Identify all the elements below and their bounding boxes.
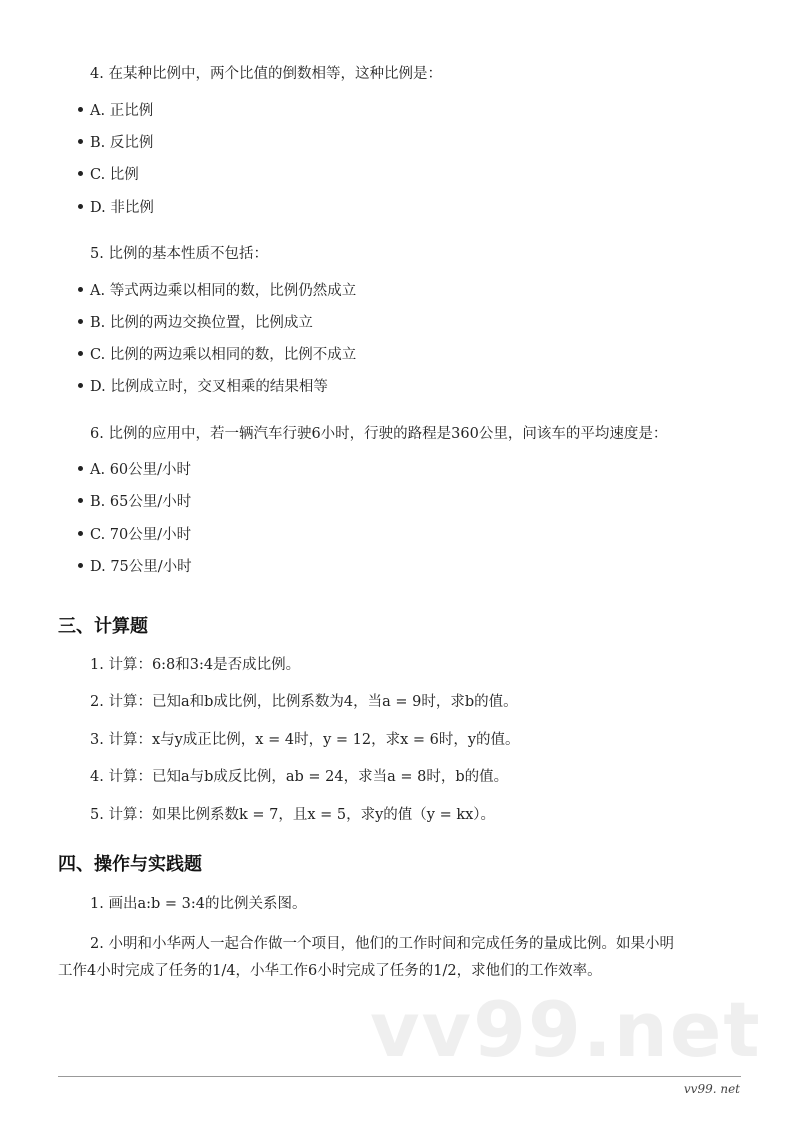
bullet-icon (78, 139, 83, 144)
section-3-heading: 三、计算题 (58, 616, 148, 637)
footer-divider (58, 1076, 741, 1077)
bullet-icon (78, 466, 83, 471)
practice-item-1: 1. 画出a:b = 3:4的比例关系图。 (90, 896, 307, 912)
question-6-option-b: B. 65公里/小时 (78, 492, 191, 512)
watermark: vv99.net (370, 985, 762, 1074)
calc-item-4: 4. 计算：已知a与b成反比例，ab = 24，求当a = 8时，b的值。 (90, 769, 509, 785)
question-6-stem: 6. 比例的应用中，若一辆汽车行驶6小时，行驶的路程是360公里，问该车的平均速度是： (90, 426, 668, 442)
question-5-stem: 5. 比例的基本性质不包括： (90, 246, 268, 262)
question-4-stem: 4. 在某种比例中，两个比值的倒数相等，这种比例是： (90, 66, 442, 82)
question-5-option-b: B. 比例的两边交换位置，比例成立 (78, 313, 313, 333)
bullet-icon (78, 287, 83, 292)
question-6-option-a: A. 60公里/小时 (78, 460, 191, 480)
calc-item-2: 2. 计算：已知a和b成比例，比例系数为4，当a = 9时，求b的值。 (90, 694, 518, 710)
calc-item-1: 1. 计算：6:8和3:4是否成比例。 (90, 657, 301, 673)
bullet-icon (78, 531, 83, 536)
question-4-option-c: C. 比例 (78, 165, 139, 185)
question-4-option-d: D. 非比例 (78, 198, 154, 218)
question-5-option-c: C. 比例的两边乘以相同的数，比例不成立 (78, 345, 356, 365)
section-4-heading: 四、操作与实践题 (58, 854, 202, 875)
bullet-icon (78, 107, 83, 112)
bullet-icon (78, 563, 83, 568)
practice-item-2-line-1: 2. 小明和小华两人一起合作做一个项目，他们的工作时间和完成任务的量成比例。如果小明 (90, 936, 674, 952)
bullet-icon (78, 204, 83, 209)
question-4-option-a: A. 正比例 (78, 101, 153, 121)
bullet-icon (78, 319, 83, 324)
bullet-icon (78, 383, 83, 388)
calc-item-5: 5. 计算：如果比例系数k = 7，且x = 5，求y的值（y = kx）。 (90, 807, 496, 823)
bullet-icon (78, 171, 83, 176)
practice-item-2-line-2: 工作4小时完成了任务的1/4，小华工作6小时完成了任务的1/2，求他们的工作效率。 (58, 963, 602, 979)
bullet-icon (78, 498, 83, 503)
question-5-option-a: A. 等式两边乘以相同的数，比例仍然成立 (78, 281, 356, 301)
question-6-option-d: D. 75公里/小时 (78, 557, 192, 577)
calc-item-3: 3. 计算：x与y成正比例，x = 4时，y = 12，求x = 6时，y的值。 (90, 732, 520, 748)
bullet-icon (78, 351, 83, 356)
question-6-option-c: C. 70公里/小时 (78, 525, 191, 545)
question-5-option-d: D. 比例成立时，交叉相乘的结果相等 (78, 377, 328, 397)
question-4-option-b: B. 反比例 (78, 133, 153, 153)
footer-site-label: vv99. net (683, 1082, 740, 1096)
